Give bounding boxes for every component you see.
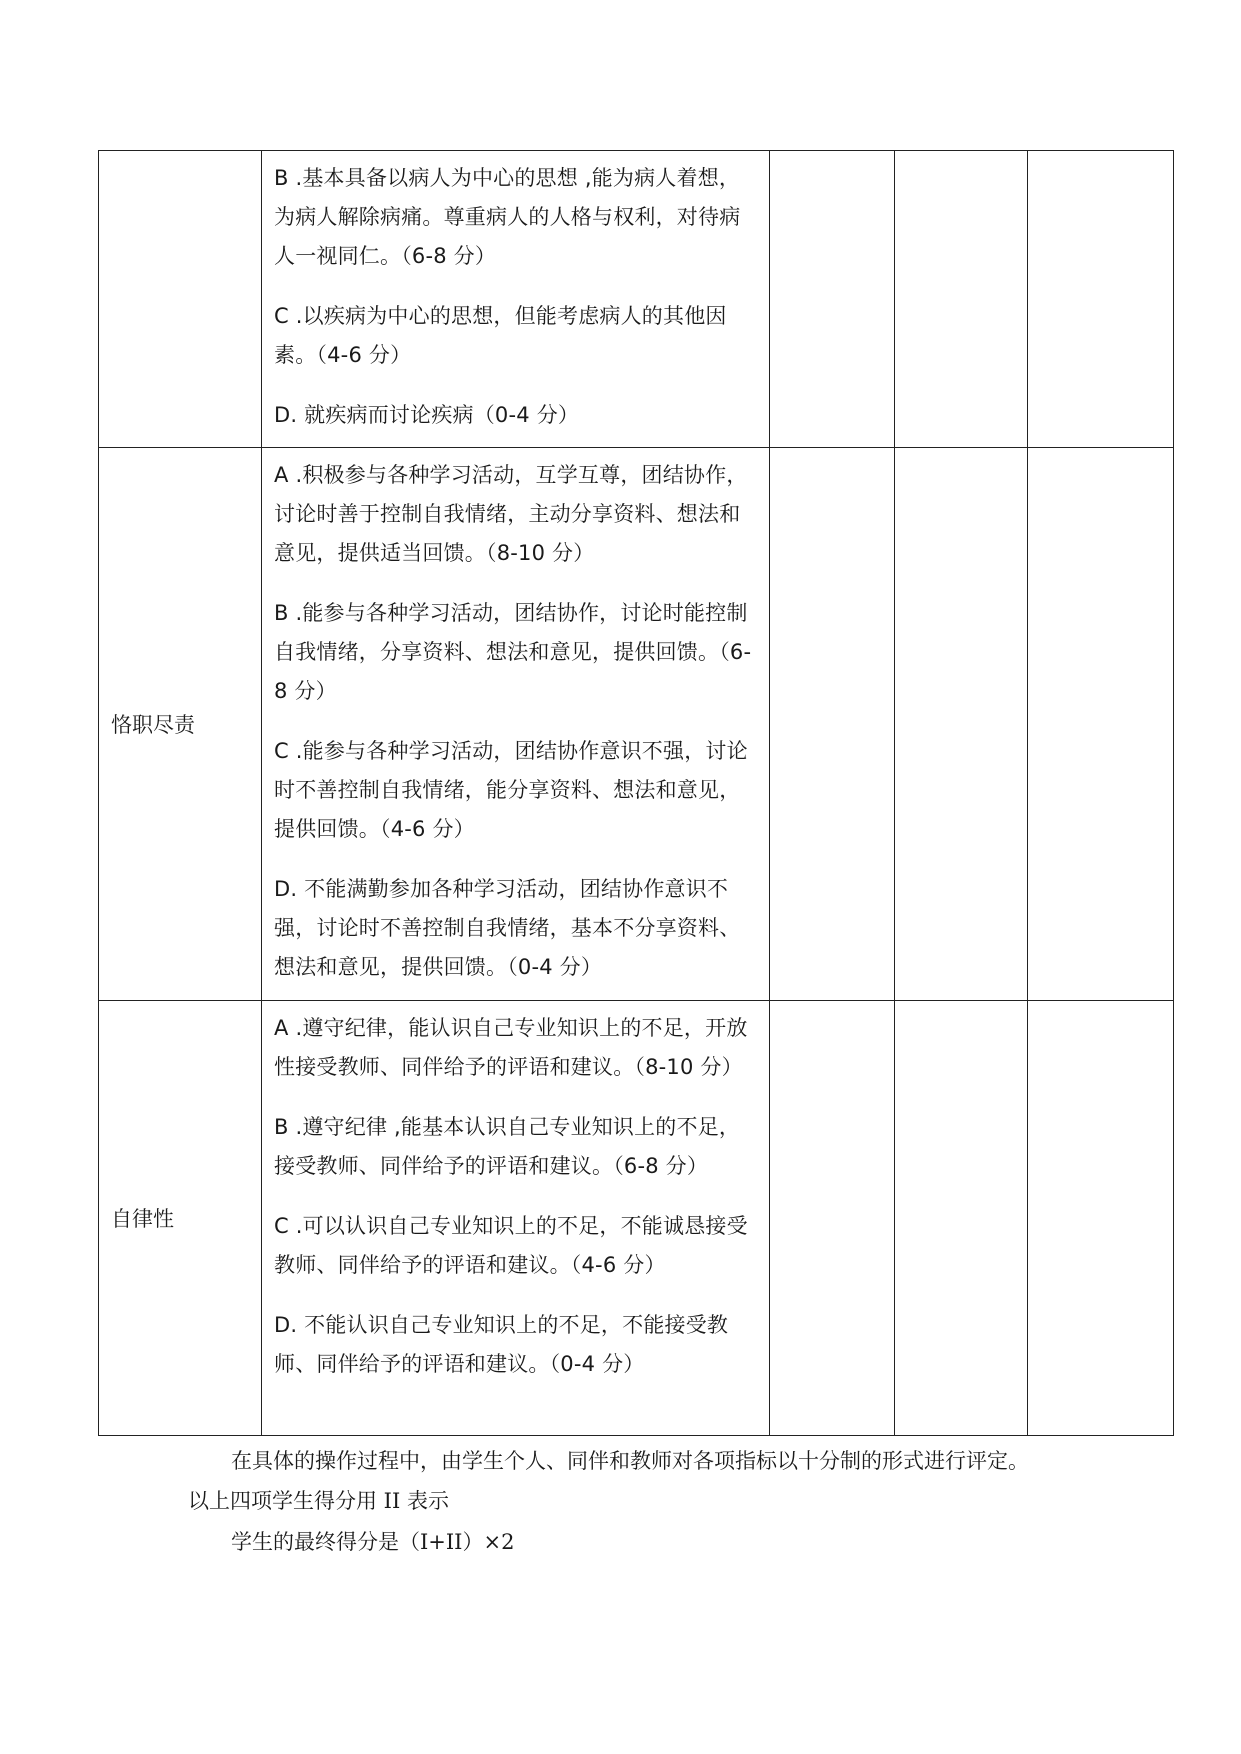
- category-cell: 自律性: [99, 1001, 262, 1436]
- category-cell: 恪职尽责: [99, 448, 262, 1001]
- criteria-option: D. 就疾病而讨论疾病（0-4 分）: [274, 403, 580, 427]
- scoring-note: 以上四项学生得分用 II 表示: [188, 1489, 449, 1513]
- self-score-cell[interactable]: [770, 448, 895, 1001]
- peer-score-cell[interactable]: [895, 1001, 1028, 1436]
- table-row: [99, 448, 1174, 1001]
- criteria-option: C .以疾病为中心的思想，但能考虑病人的其他因素。（4-6 分）: [274, 304, 727, 367]
- criteria-cell: [262, 151, 770, 448]
- peer-score-cell[interactable]: [895, 151, 1028, 448]
- criteria-option: D. 不能满勤参加各种学习活动，团结协作意识不强，讨论时不善控制自我情绪，基本不分享资料、想法和意见，提供回馈。（0-4 分）: [274, 877, 741, 979]
- criteria-cell: [262, 448, 770, 1001]
- teacher-score-cell[interactable]: [1028, 151, 1174, 448]
- table-row: [99, 151, 1174, 448]
- peer-score-cell[interactable]: [895, 448, 1028, 1001]
- final-score-formula: 学生的最终得分是（I+II）×2: [231, 1530, 515, 1554]
- teacher-score-cell[interactable]: [1028, 1001, 1174, 1436]
- evaluation-rubric-table: [98, 150, 1174, 1436]
- criteria-option: A .积极参与各种学习活动，互学互尊，团结协作，讨论时善于控制自我情绪，主动分享资料、想法和意见，提供适当回馈。（8-10 分）: [274, 463, 748, 565]
- criteria-option: B .基本具备以病人为中心的思想 ,能为病人着想，为病人解除病痛。尊重病人的人格与权利，对待病人一视同仁。（6-8 分）: [274, 166, 741, 268]
- criteria-option: B .遵守纪律 ,能基本认识自己专业知识上的不足，接受教师、同伴给予的评语和建议。（6-8 分）: [274, 1115, 741, 1178]
- category-cell: [99, 151, 262, 448]
- criteria-cell: [262, 1001, 770, 1436]
- table-row: [99, 1001, 1174, 1436]
- criteria-option: C .可以认识自己专业知识上的不足，不能诚恳接受教师、同伴给予的评语和建议。（4-6 分）: [274, 1214, 748, 1277]
- criteria-option: D. 不能认识自己专业知识上的不足，不能接受教师、同伴给予的评语和建议。（0-4 分）: [274, 1313, 729, 1376]
- criteria-option: A .遵守纪律，能认识自己专业知识上的不足，开放性接受教师、同伴给予的评语和建议。（8-10 分）: [274, 1016, 748, 1079]
- criteria-option: C .能参与各种学习活动，团结协作意识不强，讨论时不善控制自我情绪，能分享资料、想法和意见，提供回馈。（4-6 分）: [274, 739, 748, 841]
- criteria-option: B .能参与各种学习活动，团结协作，讨论时能控制自我情绪，分享资料、想法和意见，提供回馈。（6-8 分）: [274, 601, 752, 703]
- self-score-cell[interactable]: [770, 1001, 895, 1436]
- self-score-cell[interactable]: [770, 151, 895, 448]
- teacher-score-cell[interactable]: [1028, 448, 1174, 1001]
- scoring-note: 在具体的操作过程中，由学生个人、同伴和教师对各项指标以十分制的形式进行评定。: [231, 1449, 1029, 1473]
